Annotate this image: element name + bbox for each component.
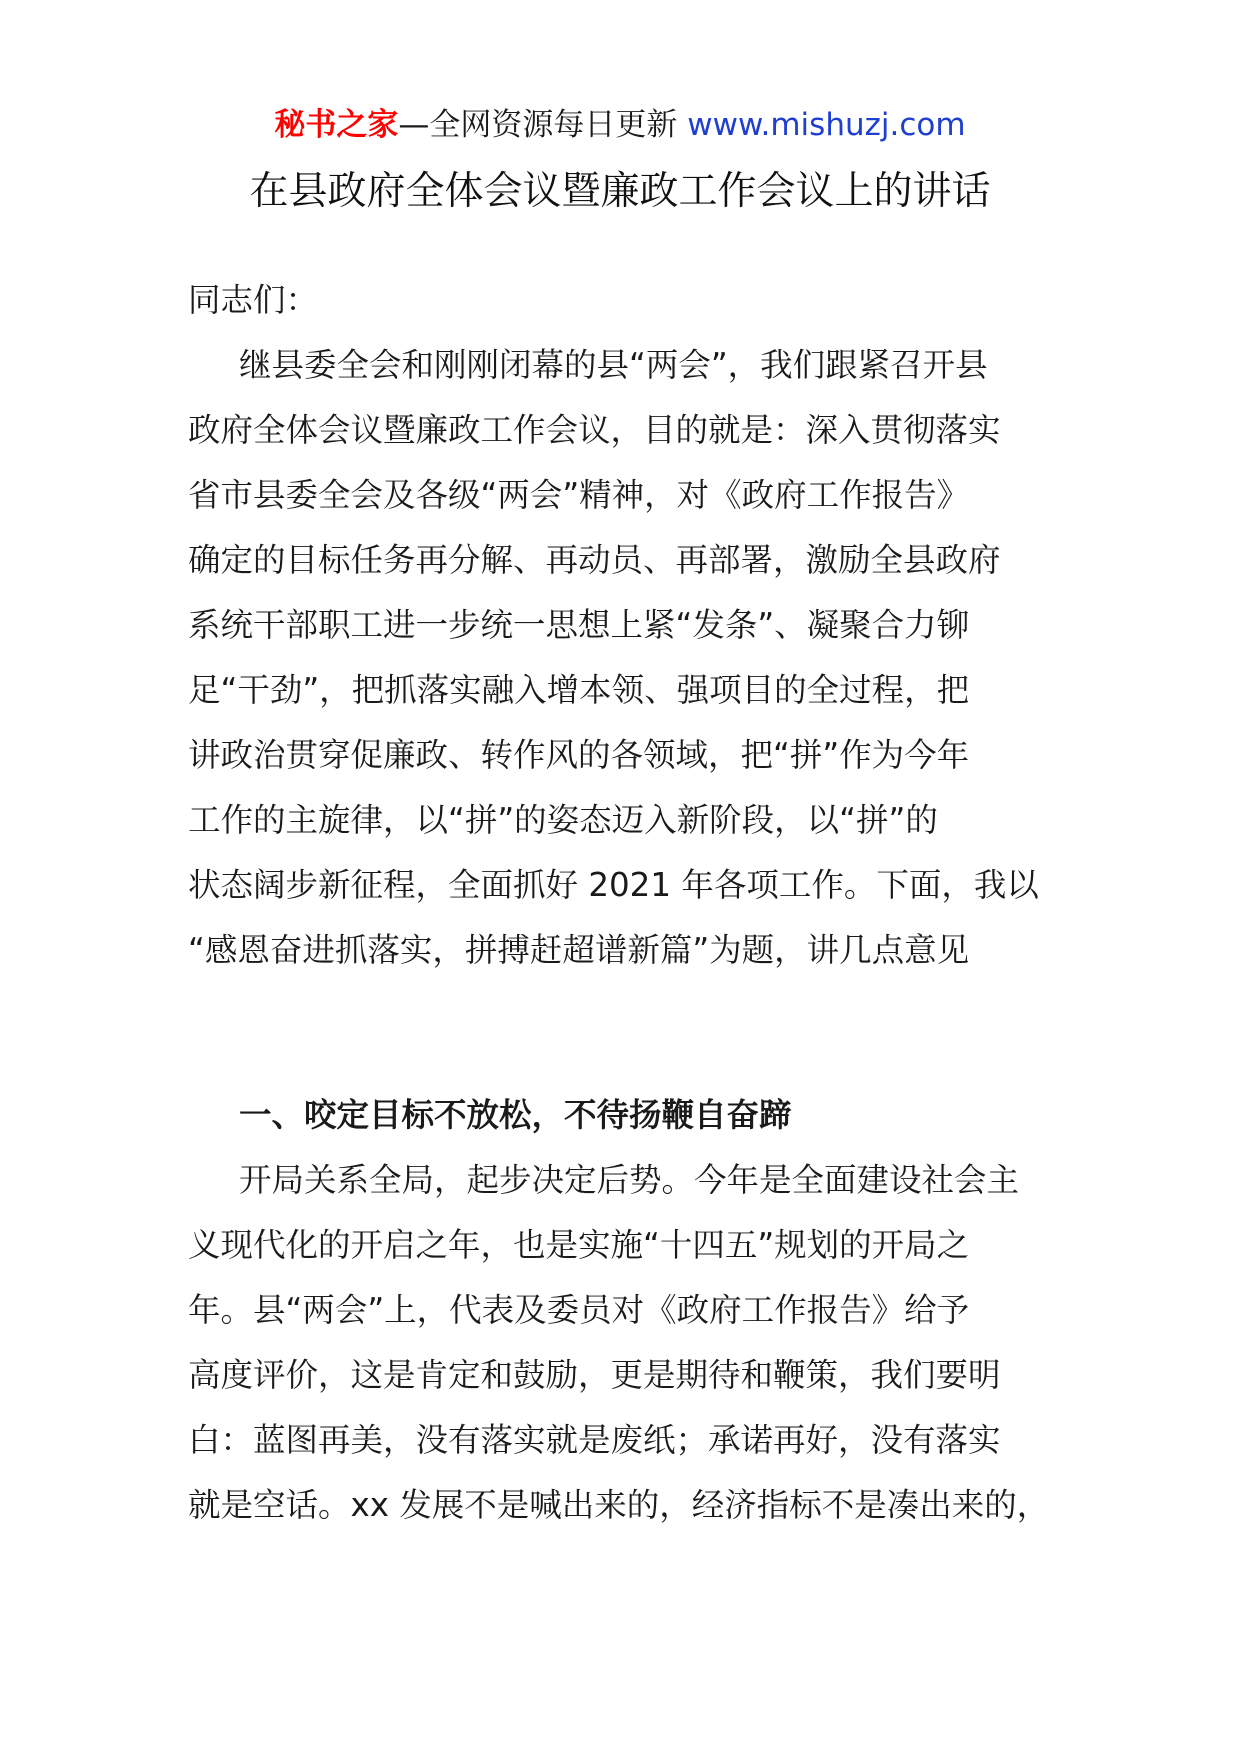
paragraph-line: “感恩奋进抓落实，拼搏赶超谱新篇”为题，讲几点意见 [188, 931, 970, 969]
paragraph-line: 确定的目标任务再分解、再动员、再部署，激励全县政府 [188, 541, 1001, 579]
paragraph-line: 政府全体会议暨廉政工作会议，目的就是：深入贯彻落实 [188, 411, 1001, 449]
site-url-link[interactable]: www.mishuzj.com [687, 107, 966, 143]
site-tagline: —全网资源每日更新 [398, 107, 678, 143]
paragraph-line: 义现代化的开启之年，也是实施“十四五”规划的开局之 [188, 1226, 970, 1264]
paragraph-line: 系统干部职工进一步统一思想上紧“发条”、凝聚合力铆 [188, 606, 970, 644]
paragraph-line: 开局关系全局，起步决定后势。今年是全面建设社会主 [239, 1161, 1020, 1199]
paragraph-line: 就是空话。xx 发展不是喊出来的，经济指标不是凑出来的， [188, 1486, 1050, 1524]
document-body [188, 268, 1088, 983]
paragraph-line: 足“干劲”，把抓落实融入增本领、强项目的全过程，把 [188, 671, 970, 709]
paragraph-line: 工作的主旋律，以“拼”的姿态迈入新阶段，以“拼”的 [188, 801, 938, 839]
paragraph-line: 白：蓝图再美，没有落实就是废纸；承诺再好，没有落实 [188, 1421, 1001, 1459]
section-heading: 一、咬定目标不放松，不待扬鞭自奋蹄 [239, 1096, 792, 1134]
paragraph-line: 年。县“两会”上，代表及委员对《政府工作报告》给予 [188, 1291, 970, 1329]
site-brand: 秘书之家 [274, 107, 399, 143]
paragraph-line: 高度评价，这是肯定和鼓励，更是期待和鞭策，我们要明 [188, 1356, 1001, 1394]
section-1 [188, 1083, 1088, 1538]
paragraph-line: 继县委全会和刚刚闭幕的县“两会”，我们跟紧召开县 [239, 346, 988, 384]
paragraph-line: 省市县委全会及各级“两会”精神，对《政府工作报告》 [188, 476, 970, 514]
salutation: 同志们： [188, 281, 319, 319]
paragraph-line: 状态阔步新征程，全面抓好 2021 年各项工作。下面，我以 [188, 866, 1039, 904]
paragraph-line: 讲政治贯穿促廉政、转作风的各领域，把“拼”作为今年 [188, 736, 970, 774]
document-title: 在县政府全体会议暨廉政工作会议上的讲话 [249, 169, 991, 214]
intro-paragraph [188, 333, 1088, 983]
site-header [0, 100, 1240, 150]
